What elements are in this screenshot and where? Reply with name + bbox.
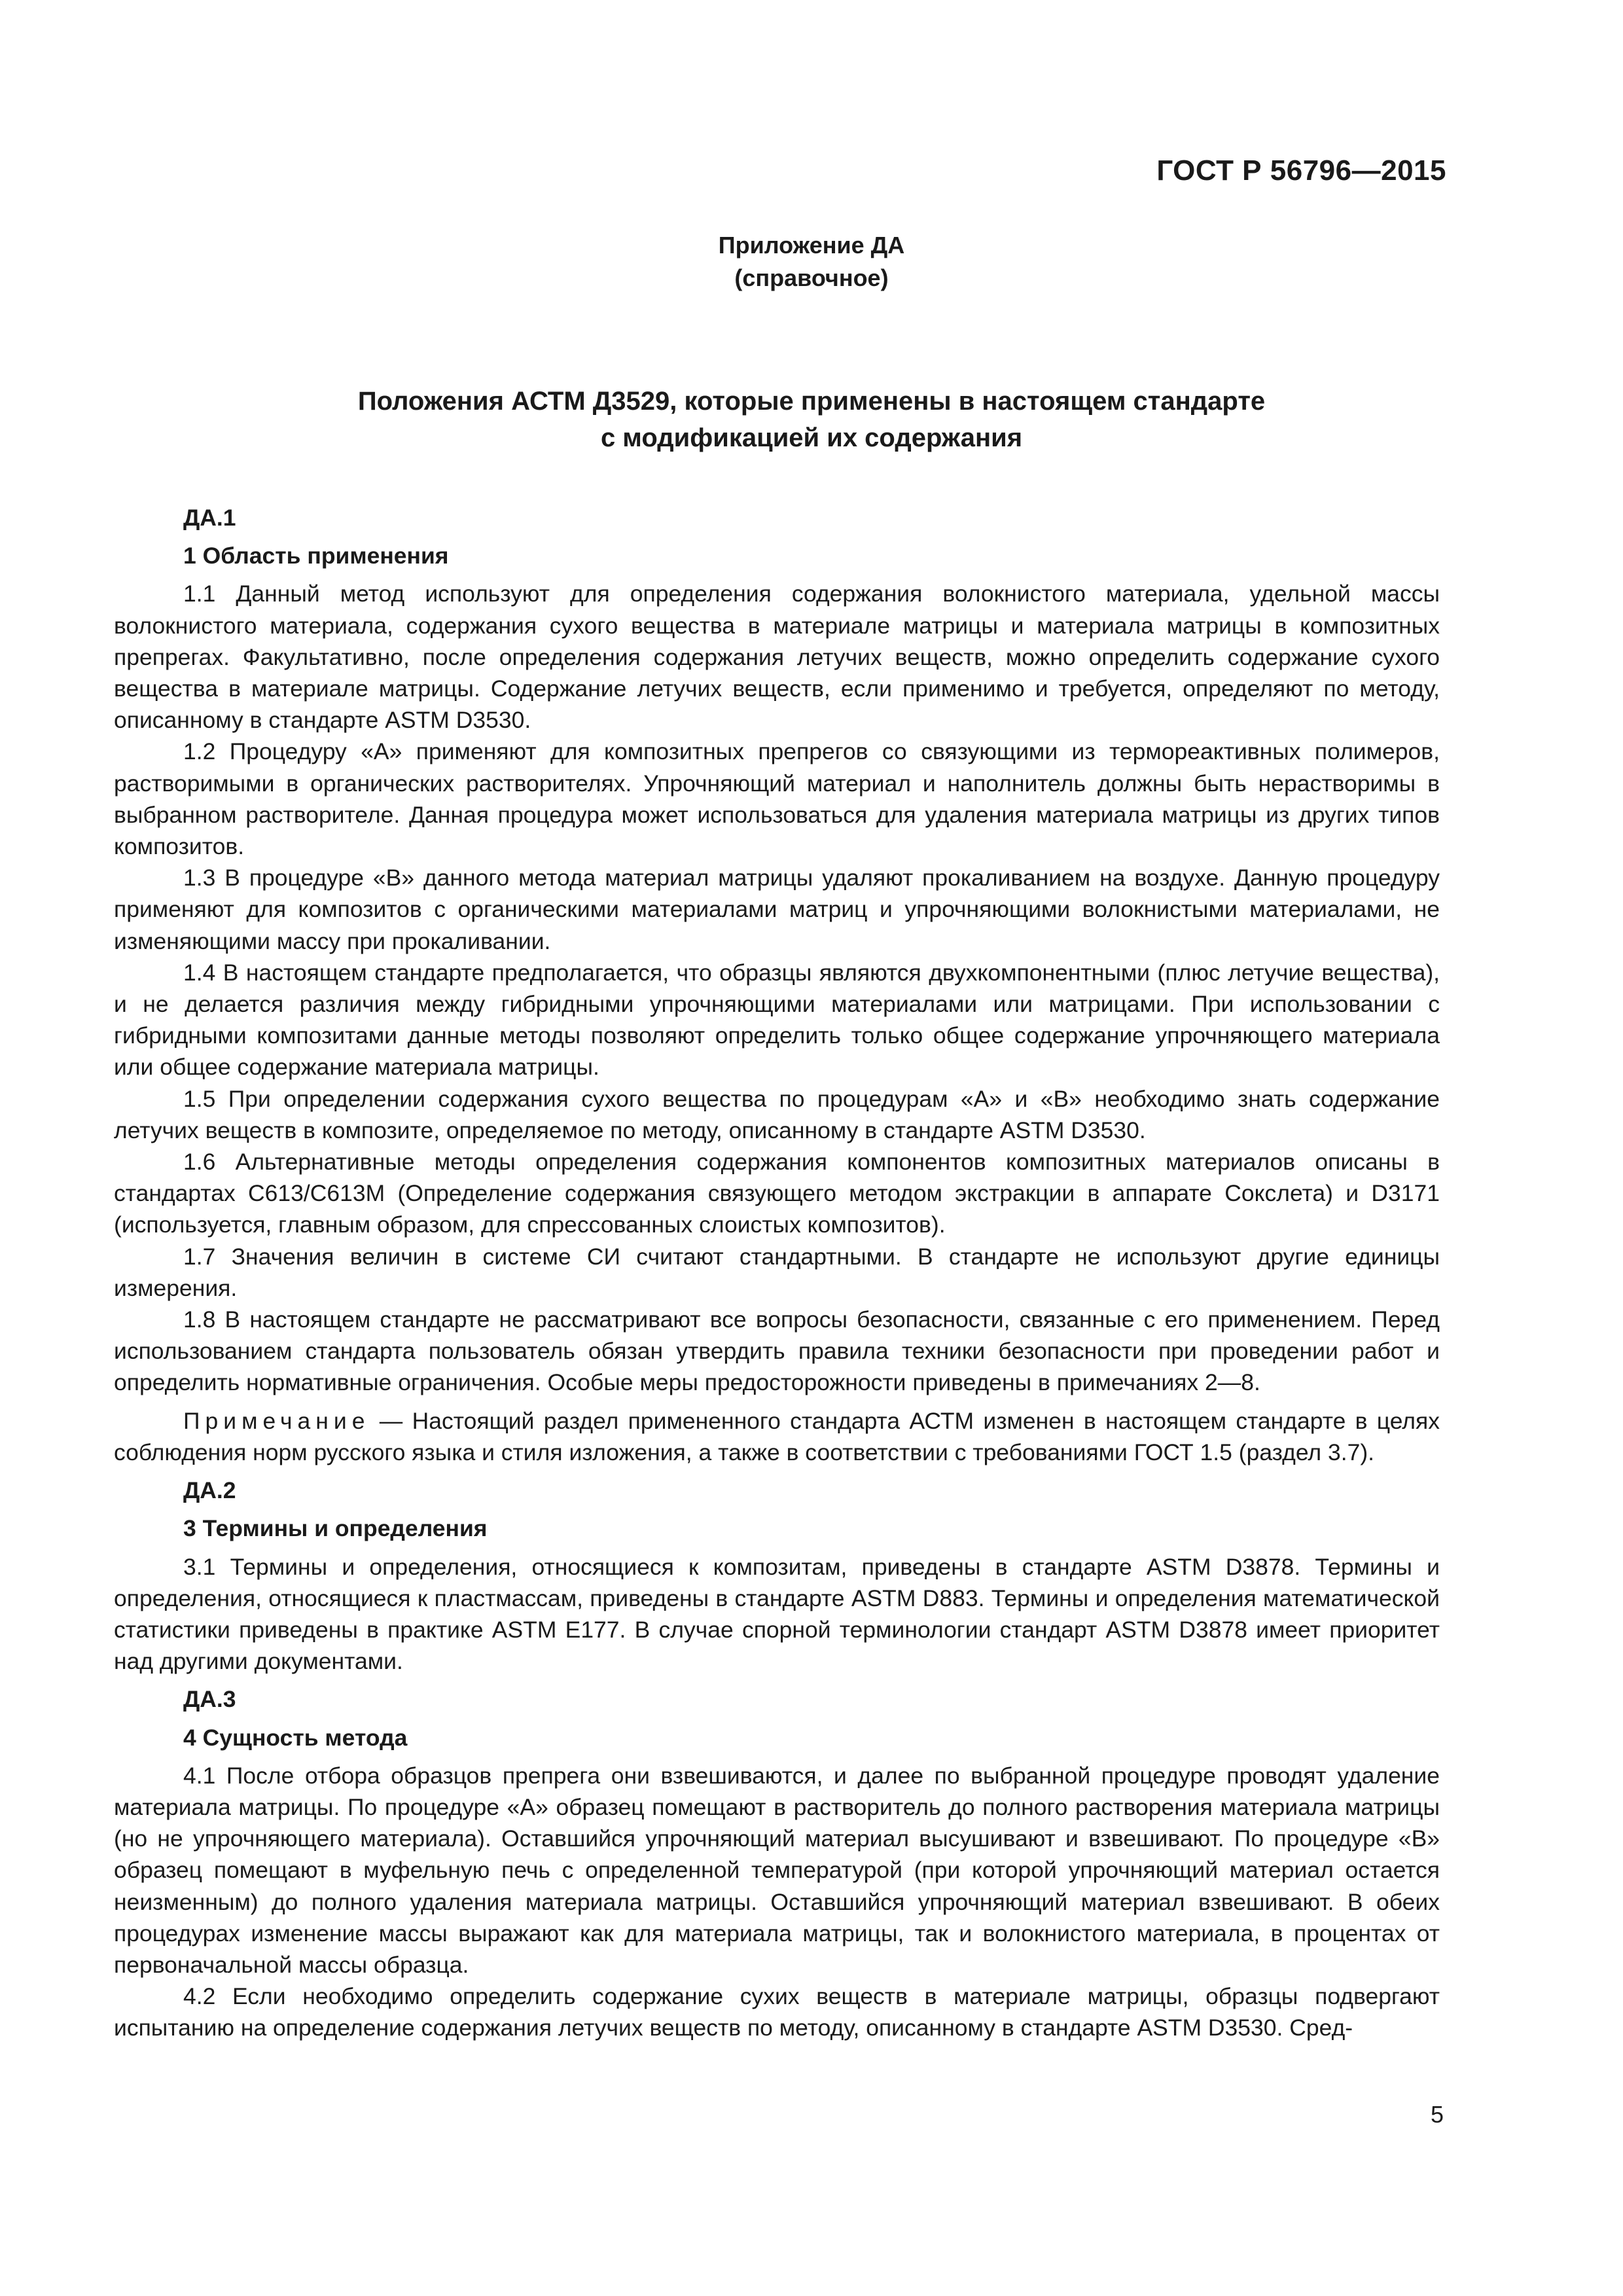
paragraph-4-2: 4.2 Если необходимо определить содержание сухих веществ в материале матрицы, образцы подвергают испытанию на определение содержания летучих веществ по методу, описанному в стандарте ASTM D3530. Сред- [114, 1983, 1440, 2041]
annex-main-title [0, 383, 1623, 456]
note [114, 1405, 1440, 1468]
page-number: 5 [1430, 2101, 1444, 2128]
note-label: Примечание [183, 1407, 370, 1434]
title-line-1: Положения АСТМ Д3529, которые применены в настоящем стандарте [357, 387, 1266, 416]
paragraph-1-8: 1.8 В настоящем стандарте не рассматривают все вопросы безопасности, связанные с его применением. Перед использованием стандарта пользователь обязан утвердить правила техники безопасности при проведении работ и определить нормативные ограничения. Особые меры предосторожности приведены в примечаниях 2—8. [114, 1306, 1440, 1396]
paragraph-4-1: 4.1 После отбора образцов препрега они взвешиваются, и далее по выбранной процедуре проводят удаление материала матрицы. По процедуре «А» образец помещают в растворитель до полного растворения материала матрицы (но не упрочняющего материала). Оставшийся упрочняющий материал высушивают и взвешивают. По процедуре «В» образец помещают в муфельную печь с определенной температурой (при которой упрочняющий материал остается неизменным) до полного удаления материала матрицы. Оставшийся упрочняющий материал взвешивают. В обеих процедурах изменение массы выражают как для материала матрицы, так и волокнистого материала, в процентах от первоначальной массы образца. [114, 1762, 1440, 1978]
paragraph-1-5: 1.5 При определении содержания сухого вещества по процедурам «А» и «В» необходимо знать содержание летучих веществ в композите, определяемое по методу, описанному в стандарте ASTM D3530. [114, 1085, 1440, 1143]
annex-title: Приложение ДА [718, 232, 905, 259]
paragraph-1-7: 1.7 Значения величин в системе СИ считают стандартными. В стандарте не используют другие единицы измерения. [114, 1243, 1440, 1301]
section-heading-scope: 1 Область применения [183, 543, 449, 569]
annex-status: (справочное) [734, 264, 889, 291]
paragraph-1-1: 1.1 Данный метод используют для определения содержания волокнистого материала, удельной массы волокнистого материала, содержания сухого вещества в материале матрицы и материала матрицы в композитных препрегах. Факультативно, после определения содержания летучих веществ, можно определить содержание сухого вещества в материале матрицы. Содержание летучих веществ, если применимо и требуется, определяют по методу, описанному в стандарте ASTM D3530. [114, 581, 1440, 734]
section-heading-method: 4 Сущность метода [183, 1724, 408, 1751]
document-body [114, 502, 1440, 2044]
section-heading-terms: 3 Термины и определения [183, 1515, 488, 1542]
section-label-da3: ДА.3 [183, 1686, 236, 1713]
paragraph-3-1: 3.1 Термины и определения, относящиеся к композитам, приведены в стандарте ASTM D3878. Термины и определения, относящиеся к пластмассам, приведены в стандарте ASTM D883. Термины и определения математической статистики приведены в практике ASTM E177. В случае спорной терминологии стандарт ASTM D3878 имеет приоритет над другими документами. [114, 1553, 1440, 1675]
note-text: — Настоящий раздел примененного стандарта АСТМ изменен в настоящем стандарте в целях соблюдения норм русского языка и стиля изложения, а также в соответствии с требованиями ГОСТ 1.5 (раздел 3.7). [114, 1407, 1440, 1465]
standard-code: ГОСТ Р 56796—2015 [1156, 154, 1446, 187]
paragraph-1-3: 1.3 В процедуре «В» данного метода материал матрицы удаляют прокаливанием на воздухе. Данную процедуру применяют для композитов с органическими материалами матриц и упрочняющими волокнистыми материалами, не изменяющими массу при прокаливании. [114, 865, 1440, 954]
paragraph-1-4: 1.4 В настоящем стандарте предполагается, что образцы являются двухкомпонентными (плюс летучие вещества), и не делается различия между гибридными упрочняющими материалами или матрицами. При использовании с гибридными композитами данные методы позволяют определить только общее содержание упрочняющего материала или общее содержание материала матрицы. [114, 959, 1440, 1081]
section-label-da1: ДА.1 [183, 505, 236, 531]
section-label-da2: ДА.2 [183, 1477, 236, 1504]
annex-heading [0, 229, 1623, 295]
paragraph-1-6: 1.6 Альтернативные методы определения содержания компонентов композитных материалов описаны в стандартах C613/C613M (Определение содержания связующего методом экстракции в аппарате Сокслета) и D3171 (используется, главным образом, для спрессованных слоистых композитов). [114, 1149, 1440, 1238]
paragraph-1-2: 1.2 Процедуру «А» применяют для композитных препрегов со связующими из термореактивных полимеров, растворимыми в органических растворителях. Упрочняющий материал и наполнитель должны быть нерастворимы в выбранном растворителе. Данная процедура может использоваться для удаления материала матрицы из других типов композитов. [114, 738, 1440, 860]
title-line-2: с модификацией их содержания [600, 423, 1023, 452]
